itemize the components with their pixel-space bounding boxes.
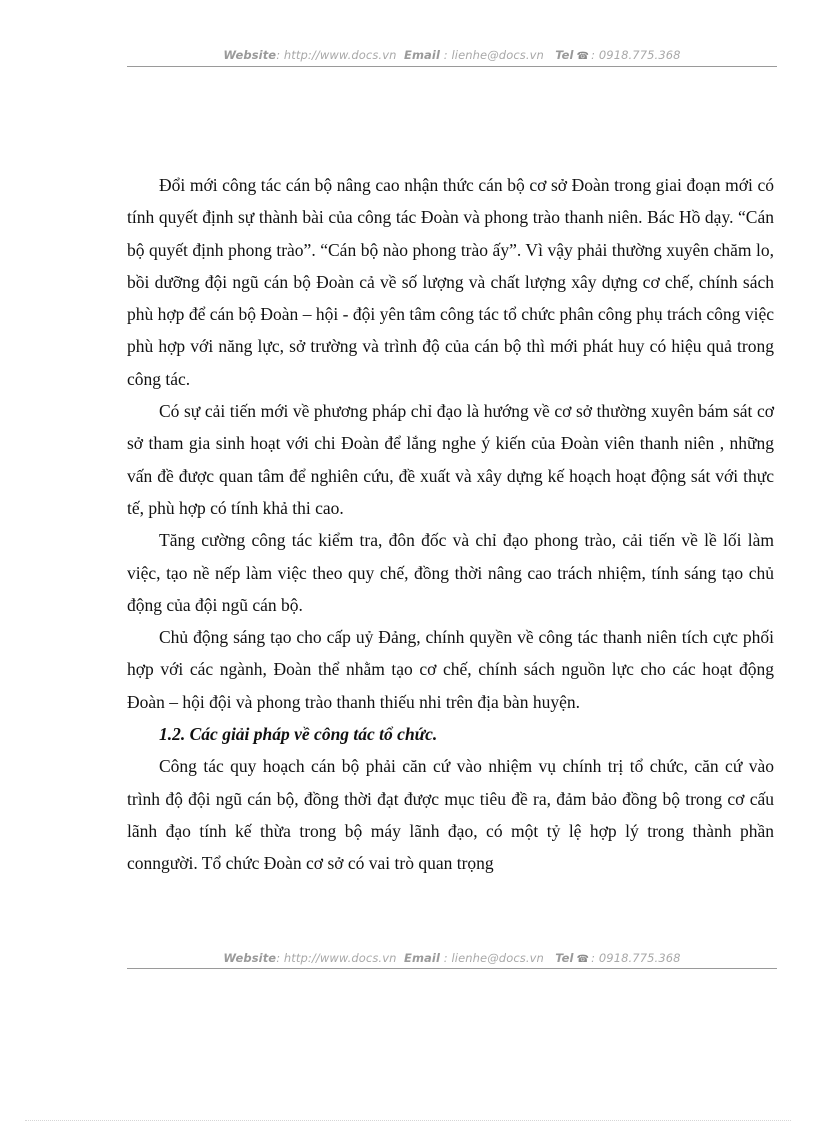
paragraph-5: Công tác quy hoạch cán bộ phải căn cứ vào nhiệm vụ chính trị tổ chức, căn cứ vào trình độ đội ngũ cán bộ, đồng thời đạt được mục tiêu đề ra, đảm bảo đồng bộ trong cơ cấu lãnh đạo tính kế thừa trong bộ máy lãnh đạo, có một tỷ lệ hợp lý trong thành phần conngười. Tổ chức Đoàn cơ sở có vai trò quan trọng [127, 756, 774, 874]
page-footer [127, 951, 777, 965]
paragraph-4: Chủ động sáng tạo cho cấp uỷ Đảng, chính quyền về công tác thanh niên tích cực phối hợp với các ngành, Đoàn thể nhằm tạo cơ chế, chính sách nguồn lực cho các hoạt động Đoàn – hội đội và phong trào thanh thiếu nhi trên địa bàn huyện. [127, 627, 774, 712]
header-rule [127, 66, 777, 67]
footer-tel-label: Tel [555, 951, 574, 965]
phone-icon: ☎ [576, 954, 590, 965]
footer-email-label: Email [404, 951, 440, 965]
footer-email-value: : lienhe@docs.vn [443, 951, 544, 965]
footer-website-label: Website [223, 951, 277, 965]
phone-icon: ☎ [576, 51, 590, 62]
footer-tel-value: : 0918.775.368 [591, 951, 681, 965]
page-header [127, 48, 777, 62]
section-heading: 1.2. Các giải pháp về công tác tổ chức. [159, 724, 438, 745]
paragraph-2: Có sự cải tiến mới về phương pháp chỉ đạo là hướng về cơ sở thường xuyên bám sát cơ sở tham gia sinh hoạt với chi Đoàn để lắng nghe ý kiến của Đoàn viên thanh niên , những vấn đề được quan tâm để nghiên cứu, đề xuất và xây dựng kế hoạch hoạt động sát với thực tế, phù hợp có tính khả thi cao. [127, 401, 774, 518]
header-tel-value: : 0918.775.368 [591, 48, 681, 62]
page-bottom-divider [25, 1120, 791, 1121]
header-tel-label: Tel [555, 48, 574, 62]
header-email-label: Email [404, 48, 440, 62]
header-website-label: Website [223, 48, 277, 62]
document-body [127, 169, 774, 880]
footer-website-value: : http://www.docs.vn [276, 951, 397, 965]
paragraph-3: Tăng cường công tác kiểm tra, đôn đốc và chỉ đạo phong trào, cải tiến về lề lối làm việc, tạo nề nếp làm việc theo quy chế, đồng thời nâng cao trách nhiệm, tính sáng tạo chủ động của đội ngũ cán bộ. [127, 530, 774, 615]
header-email-value: : lienhe@docs.vn [443, 48, 544, 62]
footer-rule [127, 968, 777, 969]
paragraph-1: Đổi mới công tác cán bộ nâng cao nhận thức cán bộ cơ sở Đoàn trong giai đoạn mới có tính quyết định sự thành bài của công tác Đoàn và phong trào thanh niên. Bác Hồ dạy. “Cán bộ quyết định phong trào”. “Cán bộ nào phong trào ấy”. Vì vậy phải thường xuyên chăm lo, bồi dưỡng đội ngũ cán bộ Đoàn cả về số lượng và chất lượng xây dựng cơ chế, chính sách phù hợp để cán bộ Đoàn – hội - đội yên tâm công tác tổ chức phân công phụ trách công việc phù hợp với năng lực, sở trường và trình độ của cán bộ thì mới phát huy có hiệu quả trong công tác. [127, 175, 774, 389]
header-website-value: : http://www.docs.vn [276, 48, 397, 62]
